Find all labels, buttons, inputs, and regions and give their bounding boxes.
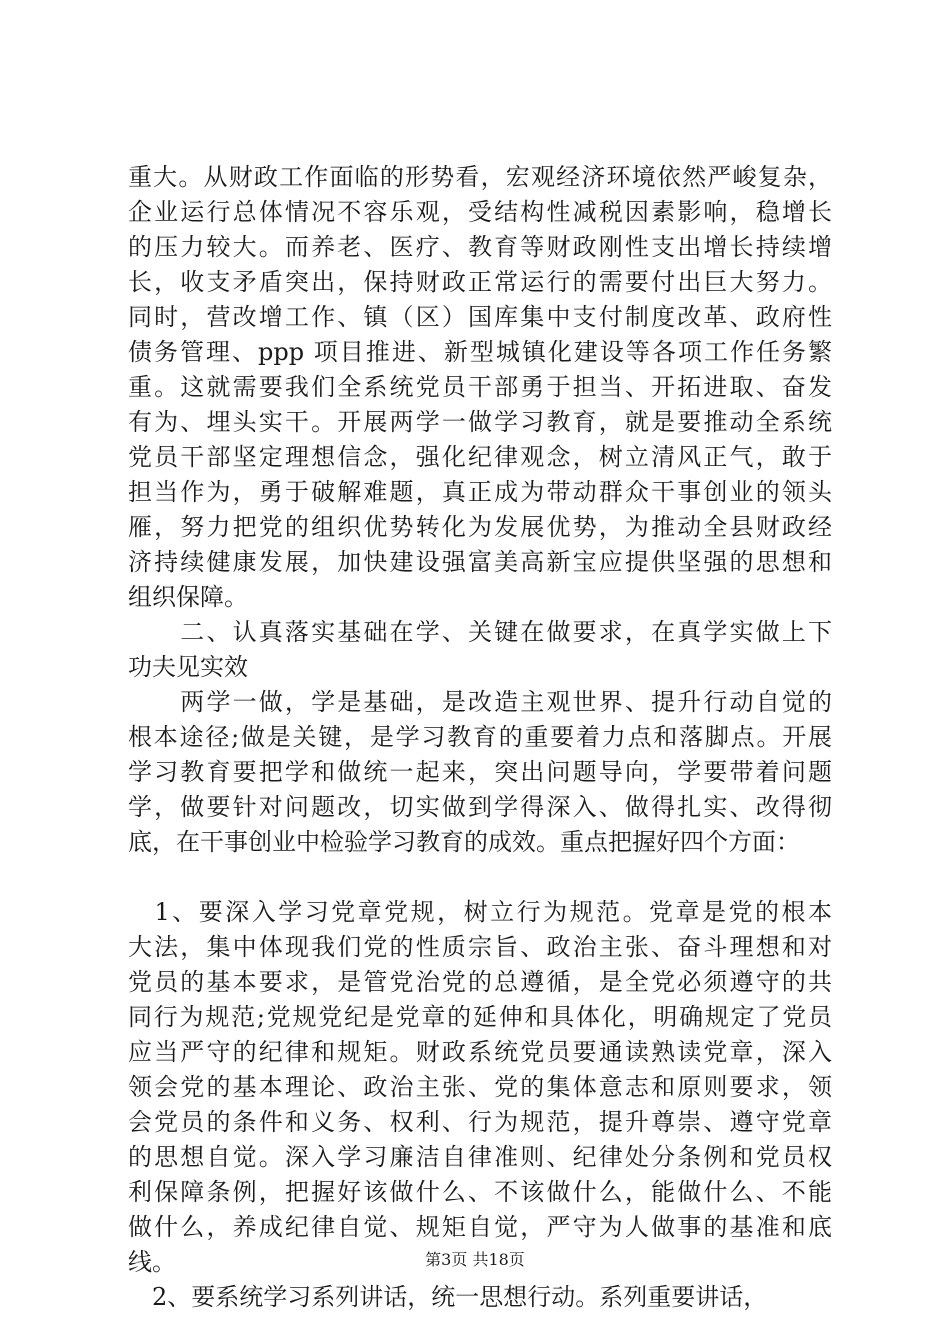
text-line: 雁，努力把党的组织优势转化为发展优势，为推动全县财政经 <box>128 513 832 541</box>
text-line: 学，做要针对问题改，切实做到学得深入、做得扎实、改得彻 <box>128 793 832 821</box>
text-line: 二、认真落实基础在学、关键在做要求，在真学实做上下 <box>128 618 832 646</box>
text-line: 底，在干事创业中检验学习教育的成效。重点把握好四个方面： <box>128 828 800 856</box>
text-line: 1、要深入学习党章党规，树立行为规范。党章是党的根本 <box>128 898 832 926</box>
text-line: 重大。从财政工作面临的形势看，宏观经济环境依然严峻复杂， <box>128 163 832 191</box>
text-line: 两学一做，学是基础，是改造主观世界、提升行动自觉的 <box>128 688 832 716</box>
text-line: 会党员的条件和义务、权利、行为规范，提升尊崇、遵守党章 <box>128 1108 832 1136</box>
text-line: 重。这就需要我们全系统党员干部勇于担当、开拓进取、奋发 <box>128 373 832 401</box>
text-line: 企业运行总体情况不容乐观，受结构性减税因素影响，稳增长 <box>128 198 832 226</box>
text-line: 领会党的基本理论、政治主张、党的集体意志和原则要求，领 <box>128 1073 832 1101</box>
text-line: 同行为规范;党规党纪是党章的延伸和具体化，明确规定了党员 <box>128 1003 832 1031</box>
text-line: 长，收支矛盾突出，保持财政正常运行的需要付出巨大努力。 <box>128 268 832 296</box>
text-line: 担当作为，勇于破解难题，真正成为带动群众干事创业的领头 <box>128 478 832 506</box>
text-line: 有为、埋头实干。开展两学一做学习教育，就是要推动全系统 <box>128 408 832 436</box>
text-line: 大法，集中体现我们党的性质宗旨、政治主张、奋斗理想和对 <box>128 933 832 961</box>
page-footer: 第3页 共18页 <box>425 1250 525 1269</box>
text-line: 党员的基本要求，是管党治党的总遵循，是全党必须遵守的共 <box>128 968 832 996</box>
text-line: 组织保障。 <box>128 583 248 611</box>
document-body <box>128 160 832 1315</box>
text-line: 济持续健康发展，加快建设强富美高新宝应提供坚强的思想和 <box>128 548 832 576</box>
text-line: 做什么，养成纪律自觉、规矩自觉，严守为人做事的基准和底 <box>128 1213 832 1241</box>
text-line: 线。 <box>128 1248 176 1276</box>
text-line: 2、要系统学习系列讲话，统一思想行动。系列重要讲话， <box>128 1283 768 1311</box>
text-line: 根本途径;做是关键，是学习教育的重要着力点和落脚点。开展 <box>128 723 832 751</box>
text-line: 的压力较大。而养老、医疗、教育等财政刚性支出增长持续增 <box>128 233 832 261</box>
text-line: 同时，营改增工作、镇（区）国库集中支付制度改革、政府性 <box>128 303 832 331</box>
text-line: 债务管理、ppp 项目推进、新型城镇化建设等各项工作任务繁 <box>128 338 832 366</box>
text-line: 应当严守的纪律和规矩。财政系统党员要通读熟读党章，深入 <box>128 1038 832 1066</box>
text-line: 学习教育要把学和做统一起来，突出问题导向，学要带着问题 <box>128 758 832 786</box>
text-line: 党员干部坚定理想信念，强化纪律观念，树立清风正气，敢于 <box>128 443 832 471</box>
text-line: 功夫见实效 <box>128 653 248 681</box>
blank-line <box>128 860 832 895</box>
text-line: 利保障条例，把握好该做什么、不该做什么，能做什么、不能 <box>128 1178 832 1206</box>
text-line: 的思想自觉。深入学习廉洁自律准则、纪律处分条例和党员权 <box>128 1143 832 1171</box>
